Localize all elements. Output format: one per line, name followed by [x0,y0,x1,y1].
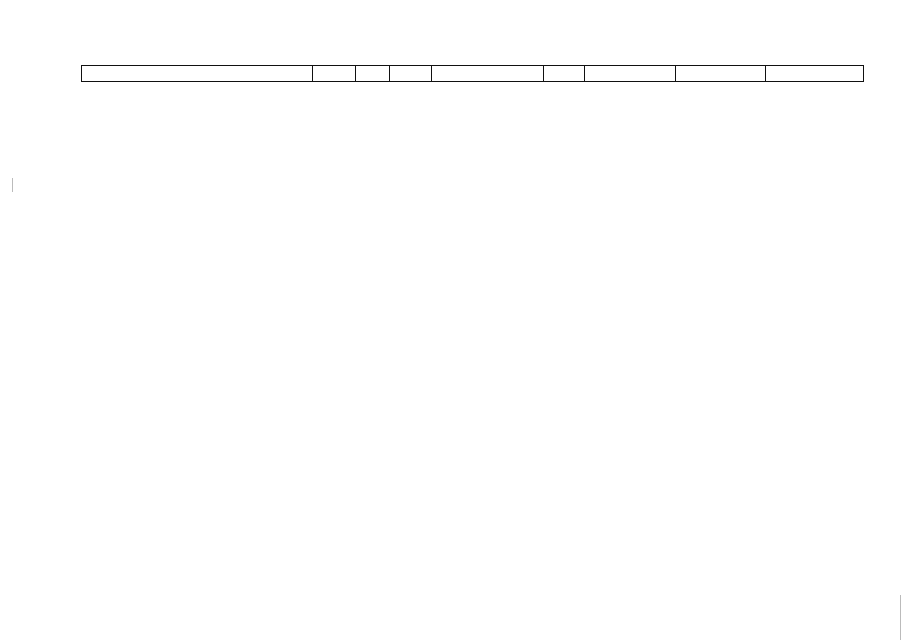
scan-mark [900,595,901,640]
scan-mark [12,178,13,192]
